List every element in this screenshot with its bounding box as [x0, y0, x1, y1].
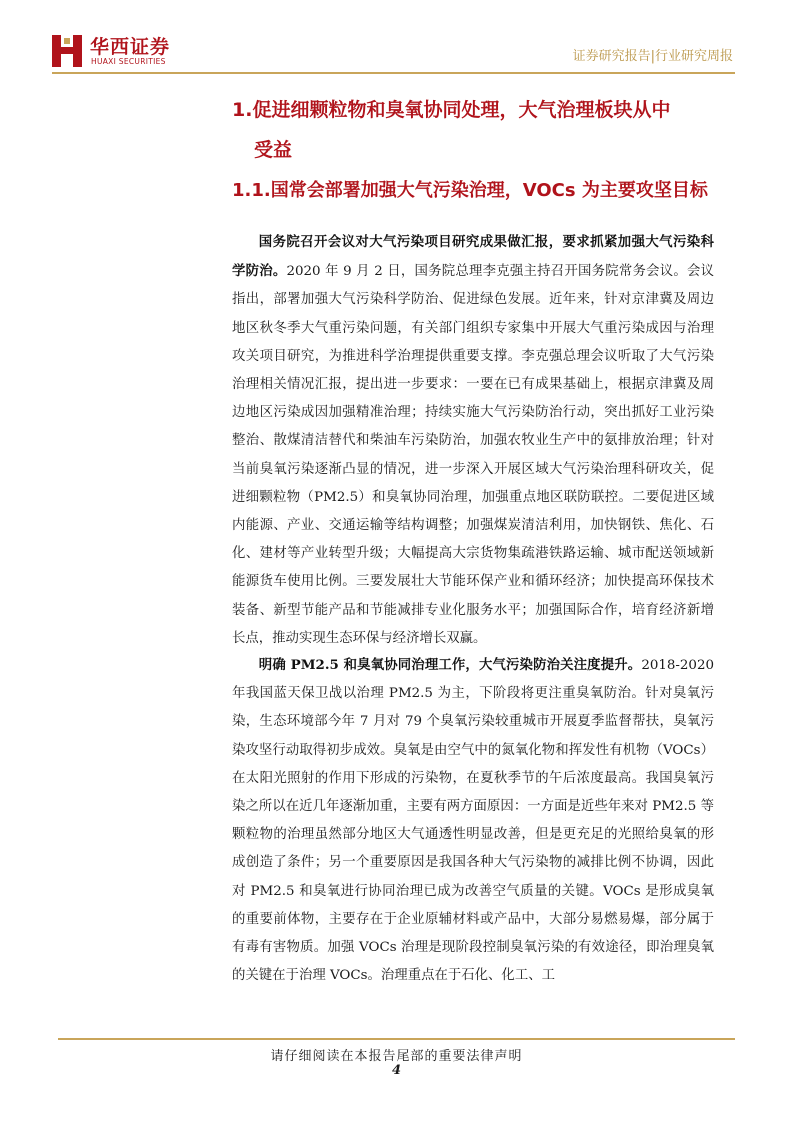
section-heading-line2: 受益 — [254, 139, 293, 161]
report-type-label: 证券研究报告|行业研究周报 — [572, 49, 733, 64]
legal-notice: 请仔细阅读在本报告尾部的重要法律声明 — [270, 1049, 523, 1064]
logo-name-cn: 华西证券 — [90, 36, 171, 58]
logo-name-en: HUAXI SECURITIES — [91, 57, 166, 66]
paragraph-1-lead: 国务院召开会议对大气污染项目研究成果做汇报，要求抓紧加强大气污染科学防治。 — [232, 234, 714, 280]
paragraph-1-body: 2020 年 9 月 2 日，国务院总理李克强主持召开国务院常务会议。会议指出，部署加强大气污染科学防治、促进绿色发展。近年来，针对京津冀及周边地区秋冬季大气重污染问题，有关部门组织专家集中开展大气重污染成因与治理攻关项目研究，为推进科学治理提供重要支撑。李克强总理会议听取了大气污染治理相关情况汇报，提出进一步要求：一要在已有成果基础上，根据京津冀及周边地区污染成因加强精准治理；持续实施大气污染防治行动，突出抓好工业污染整治、散煤清洁替代和柴油车污染防治，加强农牧业生产中的氨排放治理；针对当前臭氧污染逐渐凸显的情况，进一步深入开展区域大气污染治理科研攻关，促进细颗粒物（PM2.5）和臭氧协同治理，加强重点地区联防联控。二要促进区域内能源、产业、交通运输等结构调整；加强煤炭清洁利用，加快钢铁、焦化、石化、建材等产业转型升级；大幅提高大宗货物集疏港铁路运输、城市配送领域新能源货车使用比例。三要发展壮大节能环保产业和循环经济；加快提高环保技术装备、新型节能产品和节能减排专业化服务水平；加强国际合作，培育经济新增长点，推动实现生态环保与经济增长双赢。 — [232, 264, 715, 646]
subsection-heading: 1.1.国常会部署加强大气污染治理，VOCs 为主要攻坚目标 — [232, 180, 708, 201]
section-heading-line1: 1.促进细颗粒物和臭氧协同处理，大气治理板块从中 — [232, 99, 671, 121]
paragraph-2-lead: 明确 PM2.5 和臭氧协同治理工作，大气污染防治关注度提升。 — [258, 657, 642, 673]
paragraph-2-body: 2018-2020 年我国蓝天保卫战以治理 PM2.5 为主，下阶段将更注重臭氧防治。针对臭氧污染，生态环境部今年 7 月对 79 个臭氧污染较重城市开展夏季监督帮扶，臭氧污染攻坚行动取得初步成效。臭氧是由空气中的氮氧化物和挥发性有机物（VOCs）在太阳光照射的作用下形成的污染物，在夏秋季节的午后浓度最高。我国臭氧污染之所以在近几年逐渐加重，主要有两方面原因：一方面是近些年来对 PM2.5 等颗粒物的治理虽然部分地区大气通透性明显改善，但是更充足的光照给臭氧的形成创造了条件；另一个重要原因是我国各种大气污染物的减排比例不协调，因此对 PM2.5 和臭氧进行协同治理已成为改善空气质量的关键。VOCs 是形成臭氧的重要前体物，主要存在于企业原辅材料或产品中，大部分易燃易爆，部分属于有毒有害物质。加强 VOCs 治理是现阶段控制臭氧污染的有效途径，即治理臭氧的关键在于治理 VOCs。治理重点在于石化、化工、工 — [232, 658, 714, 984]
footer-divider — [58, 1038, 735, 1040]
huaxi-logo-icon — [52, 35, 82, 67]
paragraph-2 — [232, 651, 714, 990]
page-number: 4 — [391, 1063, 402, 1078]
paragraph-1 — [232, 228, 714, 653]
header-divider — [52, 72, 735, 74]
